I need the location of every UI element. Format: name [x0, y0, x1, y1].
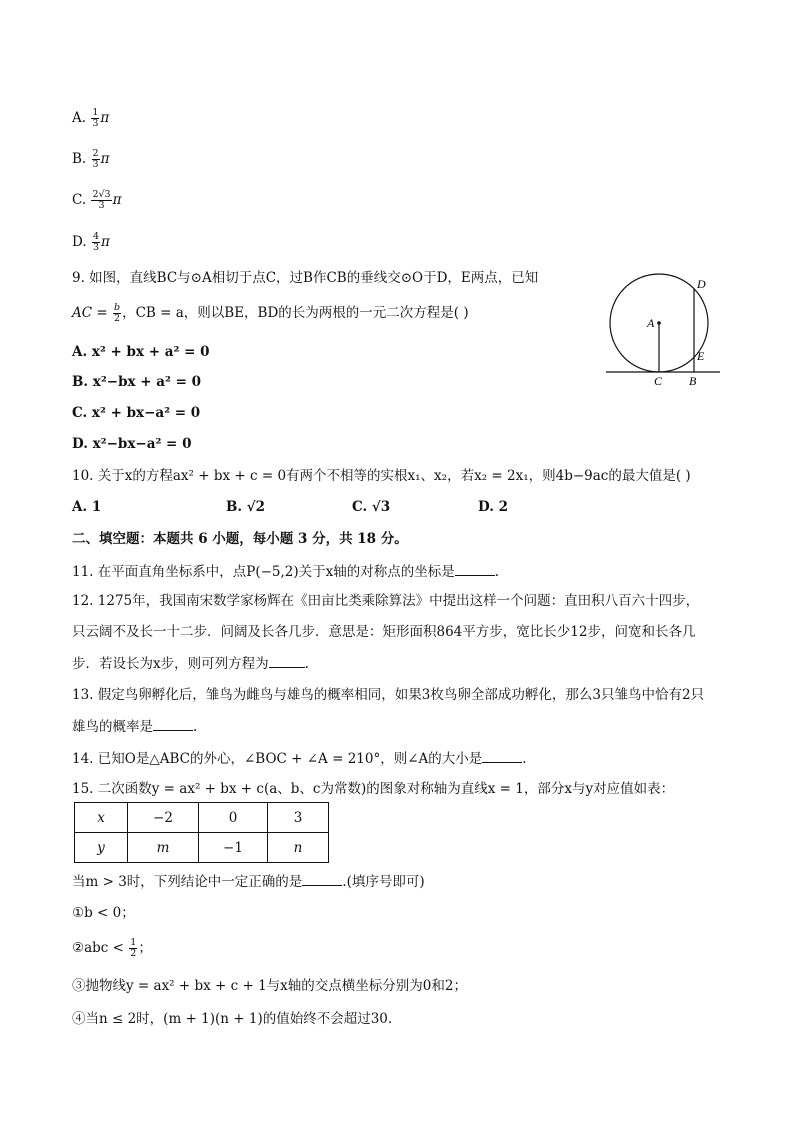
table-cell: y — [75, 833, 128, 863]
option-label: D. — [72, 234, 87, 250]
q9-option-a: A. x² + bx + a² = 0 — [72, 344, 210, 360]
q12-text: 步．若设长为x步，则可列方程为 — [72, 656, 269, 672]
table-cell: n — [268, 833, 329, 863]
stem-text: AC = — [72, 305, 108, 321]
q9-option-b: B. x²−bx + a² = 0 — [72, 374, 202, 390]
table-row — [75, 833, 329, 863]
q15-cond-text: 当m > 3时，下列结论中一定正确的是 — [72, 874, 303, 890]
label-a: A — [647, 316, 655, 330]
denominator: 2 — [130, 948, 137, 959]
answer-blank — [302, 871, 342, 886]
option-label: C. — [72, 192, 87, 208]
numerator: 1 — [130, 937, 137, 948]
label-c: C — [654, 374, 663, 388]
numerator: 1 — [92, 107, 99, 118]
q8-option-d — [72, 232, 110, 253]
stem-text: ，CB = a，则以BE，BD的长为两根的一元二次方程是( ) — [122, 305, 469, 321]
pi-symbol: π — [112, 192, 122, 208]
option-label: B. — [72, 151, 87, 167]
q13-line2 — [72, 716, 197, 737]
denominator: 2 — [114, 313, 121, 324]
q13-text: 雄鸟的概率是 — [72, 719, 153, 735]
q9-stem-line2 — [72, 303, 469, 324]
q8-option-c — [72, 190, 121, 211]
q15-statement-3: ③抛物线y = ax² + bx + c + 1与x轴的交点横坐标分别为0和2； — [72, 978, 467, 994]
numerator: 4 — [92, 231, 99, 242]
answer-blank — [269, 653, 305, 668]
fraction — [92, 232, 100, 253]
pi-symbol: π — [100, 234, 110, 250]
table-cell: 0 — [199, 803, 268, 833]
q15-cond-end: .(填序号即可) — [342, 874, 425, 890]
q8-option-a — [72, 108, 109, 129]
q15-statement-1: ①b < 0； — [72, 905, 135, 921]
tangent-circle-figure — [600, 268, 730, 390]
numerator: b — [113, 302, 121, 313]
section-heading: 二、填空题：本题共 6 小题，每小题 3 分，共 18 分。 — [72, 531, 408, 547]
table-cell: 3 — [268, 803, 329, 833]
answer-blank — [455, 561, 495, 576]
q15-condition — [72, 871, 425, 892]
fraction — [92, 149, 100, 170]
q11 — [72, 561, 499, 582]
denominator: 3 — [92, 242, 99, 253]
statement-text: ②abc < — [72, 940, 124, 956]
option-label: A. — [72, 110, 87, 126]
q9-stem-line1: 9. 如图，直线BC与⊙A相切于点C，过B作CB的垂线交⊙O于D，E两点，已知 — [72, 270, 539, 286]
denominator: 3 — [92, 159, 99, 170]
value-table — [74, 802, 329, 863]
fraction — [129, 938, 137, 959]
fraction — [91, 108, 99, 129]
q12-end: . — [304, 656, 309, 672]
fraction — [91, 190, 111, 211]
q15-statement-4: ④当n ≤ 2时，(m + 1)(n + 1)的值始终不会超过30. — [72, 1011, 393, 1027]
denominator: 3 — [92, 118, 99, 129]
answer-blank — [482, 748, 522, 763]
numerator: 2 — [92, 148, 99, 159]
q8-option-b — [72, 149, 109, 170]
q9-option-c: C. x² + bx−a² = 0 — [72, 405, 201, 421]
fraction — [113, 303, 121, 324]
label-e: E — [697, 349, 705, 363]
table-cell: m — [128, 833, 199, 863]
center-point — [657, 321, 661, 325]
table-row — [75, 803, 329, 833]
q12-line3 — [72, 653, 309, 674]
label-b: B — [689, 374, 697, 388]
q10-option-b: B. √2 — [226, 499, 266, 515]
table-cell: −1 — [199, 833, 268, 863]
table-cell: x — [75, 803, 128, 833]
statement-text: ； — [138, 940, 152, 956]
table-cell: −2 — [128, 803, 199, 833]
q10-option-c: C. √3 — [352, 499, 391, 515]
answer-blank — [153, 716, 193, 731]
q13-end: . — [193, 719, 198, 735]
q14-text: 14. 已知O是△ABC的外心，∠BOC + ∠A = 210°，则∠A的大小是 — [72, 751, 483, 767]
denominator: 3 — [98, 200, 105, 211]
q15-stem: 15. 二次函数y = ax² + bx + c(a、b、c为常数)的图象对称轴为直线x = 1，部分x与y对应值如表： — [72, 781, 675, 797]
q15-statement-2 — [72, 938, 152, 959]
numerator: 2√3 — [92, 189, 111, 200]
q10-stem: 10. 关于x的方程ax² + bx + c = 0有两个不相等的实根x₁、x₂，若x₂ = 2x₁，则4b−9ac的最大值是( ) — [72, 468, 691, 484]
q14 — [72, 748, 527, 769]
q10-option-d: D. 2 — [478, 499, 509, 515]
label-d: D — [697, 277, 706, 291]
q12-line1: 12. 1275年，我国南宋数学家杨辉在《田亩比类乘除算法》中提出这样一个问题：直田积八百六十四步， — [72, 593, 700, 609]
q11-text: 11. 在平面直角坐标系中，点P(−5,2)关于x轴的对称点的坐标是 — [72, 564, 455, 580]
q9-option-d: D. x²−bx−a² = 0 — [72, 436, 192, 452]
q10-option-a: A. 1 — [72, 499, 102, 515]
q13-line1: 13. 假定鸟卵孵化后，雏鸟为雌鸟与雄鸟的概率相同，如果3枚鸟卵全部成功孵化，那么3只雏鸟中恰有2只 — [72, 687, 705, 703]
q14-end: . — [522, 751, 527, 767]
pi-symbol: π — [100, 110, 110, 126]
q12-line2: 只云阔不及长一十二步．问阔及长各几步．意思是：矩形面积864平方步，宽比长少12步，问宽和长各几 — [72, 624, 696, 640]
pi-symbol: π — [100, 151, 110, 167]
q11-end: . — [494, 564, 500, 580]
